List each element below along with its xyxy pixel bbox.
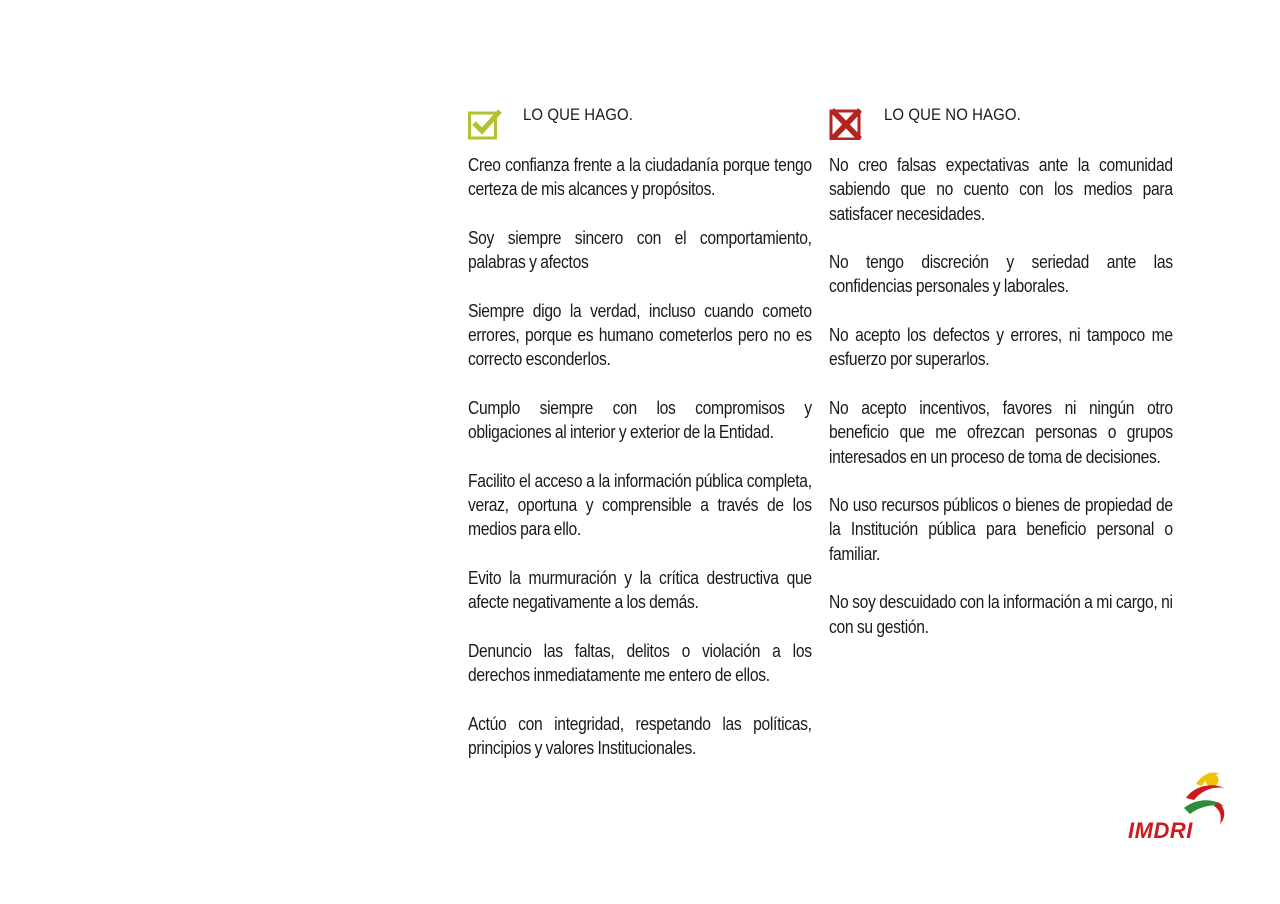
list-item: No creo falsas expectativas ante la comunidad sabiendo que no cuento con los medios para satisfacer necesidades. <box>829 155 1173 224</box>
list-item: Soy siempre sincero con el comportamiento, palabras y afectos <box>468 227 812 273</box>
imdri-logo <box>1126 768 1230 848</box>
list-item: No acepto los defectos y errores, ni tampoco me esfuerzo por superarlos. <box>829 325 1173 370</box>
lo-que-no-hago-list <box>829 153 1173 639</box>
imdri-logo-mark <box>1126 768 1230 824</box>
list-item: No uso recursos públicos o bienes de propiedad de la Institución pública para beneficio personal o familiar. <box>829 495 1173 564</box>
lo-que-no-hago-header <box>829 104 1173 144</box>
check-icon <box>468 106 502 140</box>
lo-que-hago-column <box>468 104 812 785</box>
lo-que-no-hago-heading: LO QUE NO HAGO. <box>884 105 1021 124</box>
list-item: Evito la murmuración y la crítica destructiva que afecte negativamente a los demás. <box>468 568 812 613</box>
list-item: Cumplo siempre con los compromisos y obligaciones al interior y exterior de la Entidad. <box>468 397 812 443</box>
list-item: No tengo discreción y seriedad ante las confidencias personales y laborales. <box>829 252 1173 297</box>
list-item: Creo confianza frente a la ciudadanía porque tengo certeza de mis alcances y propósitos. <box>468 155 812 200</box>
lo-que-hago-header <box>468 104 812 144</box>
lo-que-no-hago-column <box>829 104 1173 663</box>
imdri-logo-text: IMDRI <box>1128 818 1193 843</box>
list-item: Actúo con integridad, respetando las políticas, principios y valores Institucionales. <box>468 713 812 759</box>
lo-que-hago-heading: LO QUE HAGO. <box>523 105 633 124</box>
list-item: Facilito el acceso a la información pública completa, veraz, oportuna y comprensible a través de los medios para ello. <box>468 470 812 540</box>
list-item: Denuncio las faltas, delitos o violación a los derechos inmediatamente me entero de ellos. <box>468 640 812 686</box>
lo-que-hago-list <box>468 153 812 760</box>
list-item: No soy descuidado con la información a mi cargo, ni con su gestión. <box>829 592 1173 637</box>
list-item: Siempre digo la verdad, incluso cuando cometo errores, porque es humano cometerlos pero no es correcto esconderlos. <box>468 300 812 370</box>
list-item: No acepto incentivos, favores ni ningún otro beneficio que me ofrezcan personas o grupos interesados en un proceso de toma de decisiones. <box>829 397 1173 467</box>
x-mark-icon <box>829 106 863 140</box>
